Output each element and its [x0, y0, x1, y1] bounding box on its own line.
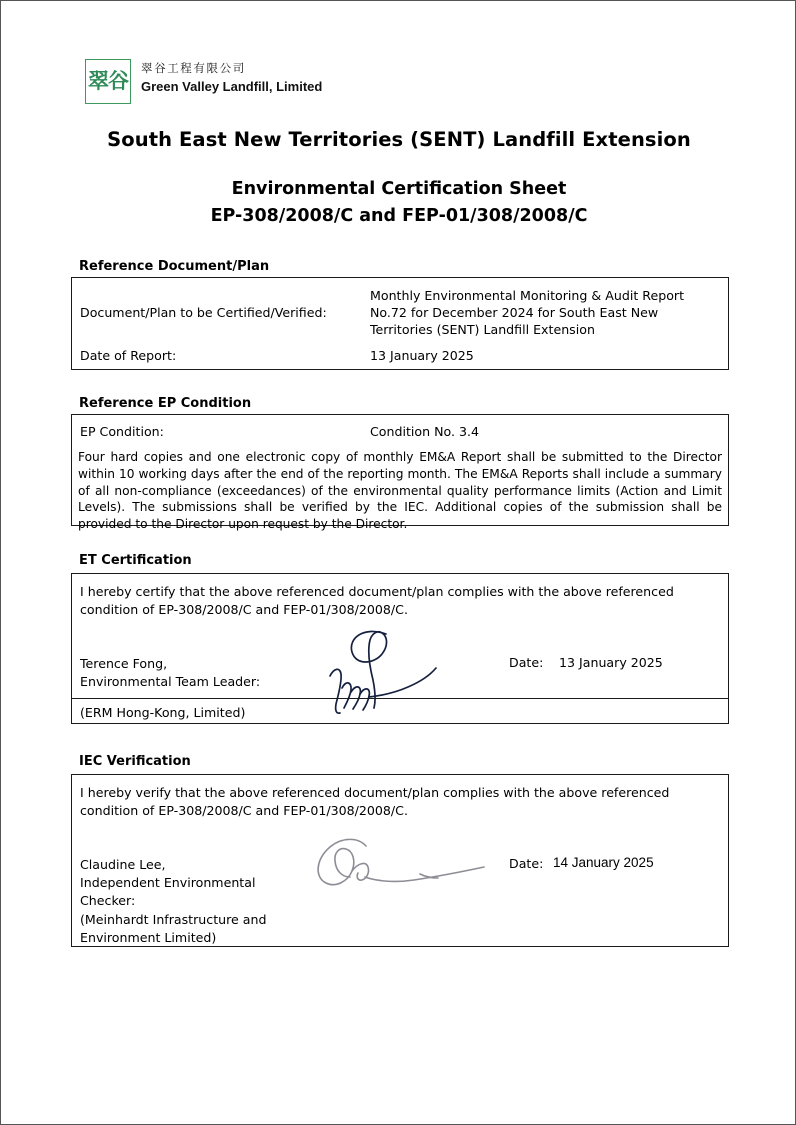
document-plan-label: Document/Plan to be Certified/Verified: [80, 305, 327, 320]
et-certification-box [71, 573, 729, 724]
company-name-block [141, 59, 322, 95]
sheet-title: Environmental Certification Sheet [231, 179, 567, 199]
iec-date-label: Date: [509, 856, 544, 871]
ep-condition-heading: Reference EP Condition [79, 396, 252, 411]
company-name-chinese: 翠谷工程有限公司 [141, 61, 246, 75]
iec-verification-box [71, 774, 729, 947]
iec-organisation-line-2: Environment Limited) [80, 930, 217, 945]
date-of-report-label: Date of Report: [80, 348, 177, 363]
reference-document-box [71, 277, 729, 370]
terence-fong-signature [290, 624, 480, 719]
iec-verification-heading: IEC Verification [79, 754, 191, 769]
iec-signatory-role-line-1: Independent Environmental [80, 875, 256, 890]
document-plan-value-line-1: Monthly Environmental Monitoring & Audit Report [370, 288, 685, 303]
et-signatory-role: Environmental Team Leader: [80, 674, 261, 689]
et-date-value: 13 January 2025 [559, 655, 663, 670]
date-of-report-value: 13 January 2025 [370, 348, 474, 363]
et-certification-statement: I hereby certify that the above referenced document/plan complies with the above referenced condition of EP-308/2008/C and FEP-01/308/2008/C. [80, 584, 674, 617]
letterhead [85, 59, 322, 104]
iec-date-value: 14 January 2025 [553, 855, 654, 870]
ep-condition-value: Condition No. 3.4 [370, 424, 480, 439]
et-certification-heading: ET Certification [79, 553, 192, 568]
project-title: South East New Territories (SENT) Landfill Extension [107, 128, 691, 151]
iec-organisation-line-1: (Meinhardt Infrastructure and [80, 912, 267, 927]
permit-reference-title: EP-308/2008/C and FEP-01/308/2008/C [210, 206, 588, 226]
company-name-english: Green Valley Landfill, Limited [141, 78, 323, 94]
green-valley-logo-icon [85, 59, 131, 104]
iec-verification-statement: I hereby verify that the above referenced document/plan complies with the above referenced condition of EP-308/2008/C and FEP-01/308/2008/C. [80, 785, 670, 818]
ep-condition-text: Four hard copies and one electronic copy of monthly EM&A Report shall be submitted to the Director within 10 working days after the end of the reporting month. The EM&A Reports shall include a summary of all non-compliance (exceedances) of the environmental quality performance limits (Action and Limit Levels). The submissions shall be verified by the IEC. Additional copies of the submission shall be provided to the Director upon request by the Director. [78, 450, 722, 532]
claudine-lee-signature [308, 833, 508, 895]
document-plan-value-line-3: Territories (SENT) Landfill Extension [370, 322, 595, 337]
ep-condition-label: EP Condition: [80, 424, 164, 439]
et-date-label: Date: [509, 655, 544, 670]
document-plan-value-line-2: No.72 for December 2024 for South East New [370, 305, 659, 320]
et-box-divider [72, 698, 728, 699]
ep-condition-box [71, 414, 729, 532]
reference-document-heading: Reference Document/Plan [79, 259, 270, 274]
logo-glyph: 翠谷 [88, 69, 128, 93]
et-organisation: (ERM Hong-Kong, Limited) [80, 705, 246, 720]
iec-signatory-name: Claudine Lee, [80, 857, 166, 872]
iec-signatory-role-line-2: Checker: [80, 893, 136, 908]
et-signatory-name: Terence Fong, [80, 656, 168, 671]
